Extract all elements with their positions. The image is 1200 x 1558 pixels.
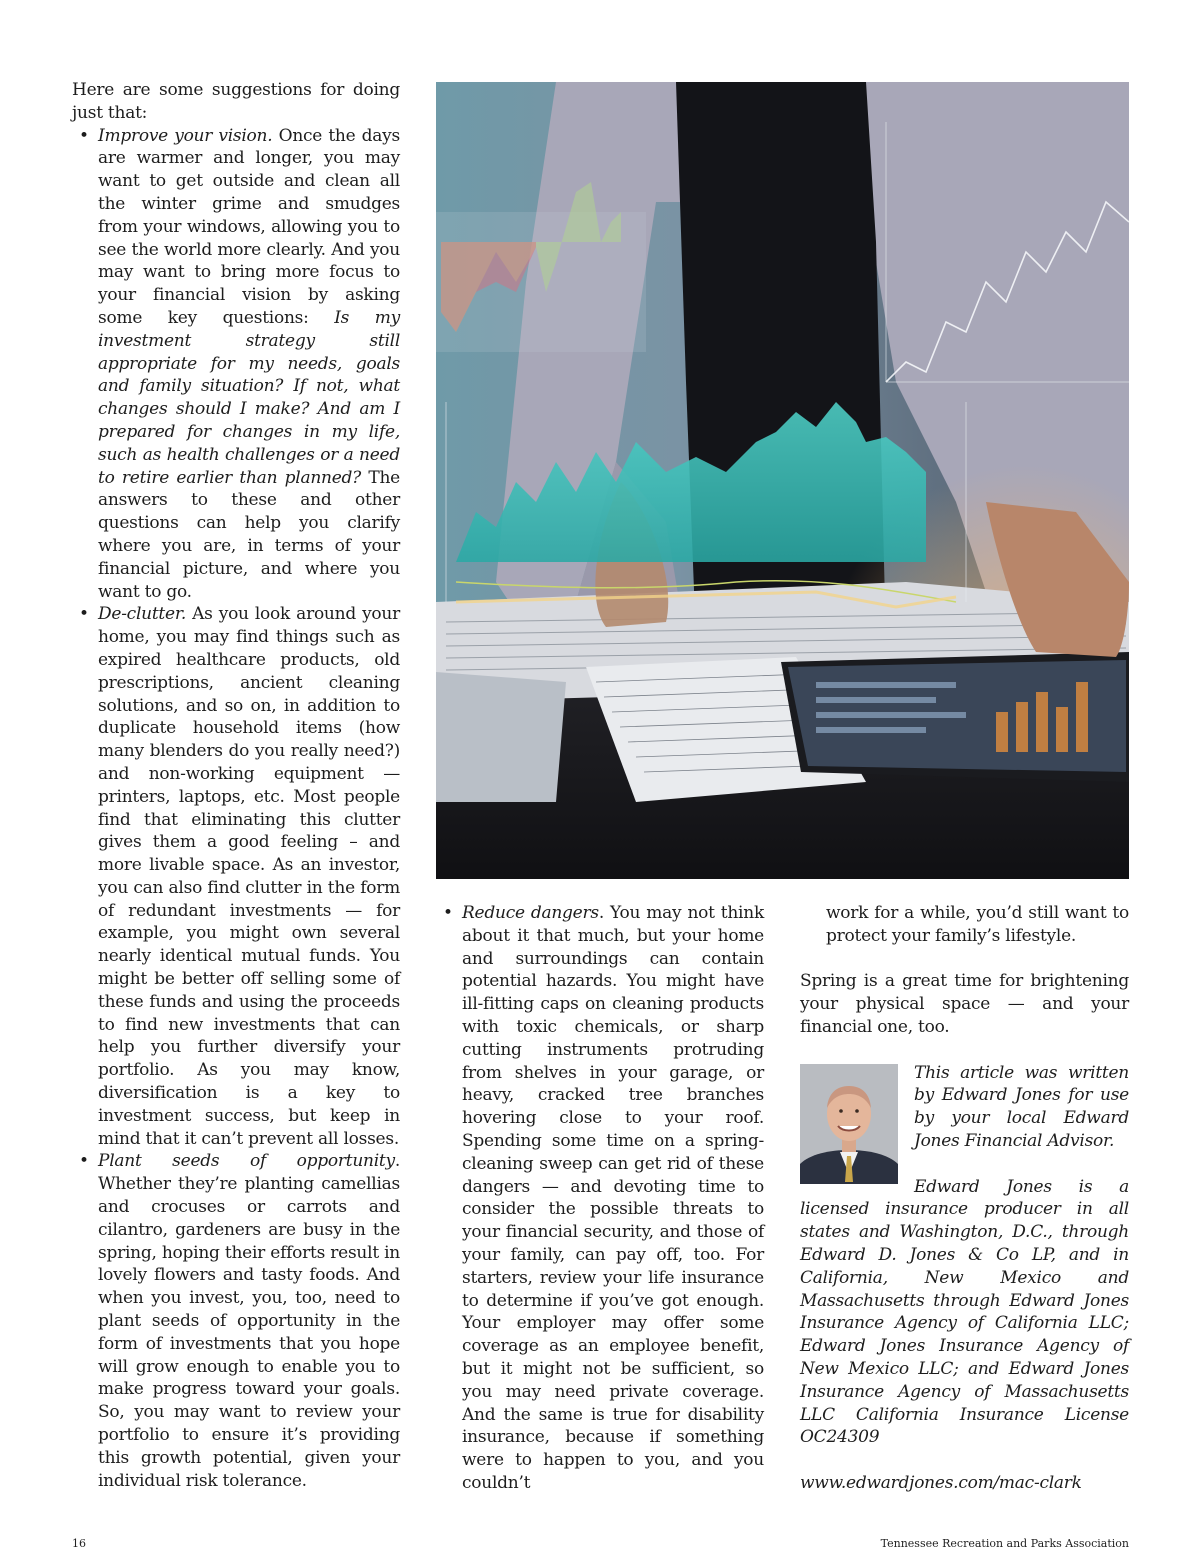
advisor-website-link[interactable]: www.edwardjones.com/mac-clark <box>800 1472 1082 1493</box>
bullet-lead: Reduce dangers <box>462 903 599 923</box>
footer-organization: Tennessee Recreation and Parks Association <box>880 1537 1129 1550</box>
author-note: This article was written by Edward Jones for use by your local Edward Jones Financial Advisor. <box>914 1062 1129 1151</box>
bullet-text: As you look around your home, you may find things such as expired healthcare products, old prescriptions, ancient cleaning solutions, and so on, in addition to duplicate household items (how many blenders do you really need?) and non-working equipment — printers, laptops, etc. Most people find that eliminating this clutter gives them a good feeling – and more livable space. As an investor, you can also find clutter in the form of redundant investments — for example, you might own several nearly identical mutual funds. You might be better off selling some of these funds and using the proceeds to find new investments that can help you further diversify your portfolio. As you may know, diversification is a key to investment success, but keep in mind that it can’t prevent all losses. <box>98 604 400 1149</box>
bullet-lead: Plant seeds of opportunity <box>98 1151 395 1172</box>
bullet-text: . You may not think about it that much, but your home and surroundings can contain potential hazards. You might have ill-fitting caps on cleaning products with toxic chemicals, or sharp cutting instruments protruding from shelves in your garage, or heavy, cracked tree branches hovering close to your roof. Spending some time on a spring-cleaning sweep can get rid of these dangers — and devoting time to consider the possible threats to your financial security, and those of your family, can pay off, too. For starters, review your life insurance to determine if you’ve got enough. Your employer may offer some coverage as an employee benefit, but it might not be sufficient, so you may need private coverage. And the same is true for disability insurance, because if something were to happen to you, and you couldn’t <box>462 903 764 1493</box>
page-number: 16 <box>72 1537 86 1550</box>
bullet-text: Once the days are warmer and longer, you may want to get outside and clean all the winter grime and smudges from your windows, allowing you to see the world more clearly. And you may want to bring more focus to your financial vision by asking some key questions: <box>98 125 400 328</box>
list-item-improve-vision <box>72 125 400 604</box>
bullet-lead: De-clutter. <box>98 604 186 625</box>
hero-photo-financial-charts <box>436 82 1129 879</box>
article-column-1 <box>72 79 400 1492</box>
suggestion-list-continued <box>436 902 764 1495</box>
bullet-continuation: work for a while, you’d still want to protect your family’s lifestyle. <box>826 903 1129 946</box>
bullet-lead: Improve your vision. <box>98 125 273 146</box>
disclosure: Edward Jones is a licensed insurance producer in all states and Washington, D.C., through Edward D. Jones & Co LP, and in California, New Mexico and Massachusetts through Edward Jones Insurance Agency of California LLC; Edward Jones Insurance Agency of New Mexico LLC; and Edward Jones Insurance Agency of Massachusetts LLC California Insurance License OC24309 <box>800 1176 1129 1448</box>
list-item-reduce-dangers <box>436 902 764 1495</box>
list-item-plant-seeds <box>72 1150 400 1492</box>
article-column-2 <box>436 902 764 1495</box>
list-item-declutter <box>72 603 400 1150</box>
bullet-text-tail: The answers to these and other questions can help you clarify where you are, in terms of your financial picture, and where you want to go. <box>98 467 400 602</box>
bullet-text: . Whether they’re planting camellias and crocuses or carrots and cilantro, gardeners are busy in the spring, hoping their efforts result in lovely flowers and tasty foods. And when you invest, you, too, need to plant seeds of opportunity in the form of investments that you hope will grow enough to enable you to make progress toward your goals. So, you may want to review your portfolio to ensure it’s providing this growth potential, given your individual risk tolerance. <box>98 1151 400 1491</box>
intro-paragraph: Here are some suggestions for doing just that: <box>72 80 400 123</box>
key-questions: Is my investment strategy still appropriate for my needs, goals and family situation? If not, what changes should I make? And am I prepared for changes in my life, such as health challenges or a need to retire earlier than planned? <box>98 307 400 488</box>
advisor-portrait <box>800 1064 898 1184</box>
closing-paragraph: Spring is a great time for brightening your physical space — and your financial one, too. <box>800 971 1129 1037</box>
article-column-3 <box>800 902 1129 1495</box>
suggestion-list <box>72 125 400 1493</box>
